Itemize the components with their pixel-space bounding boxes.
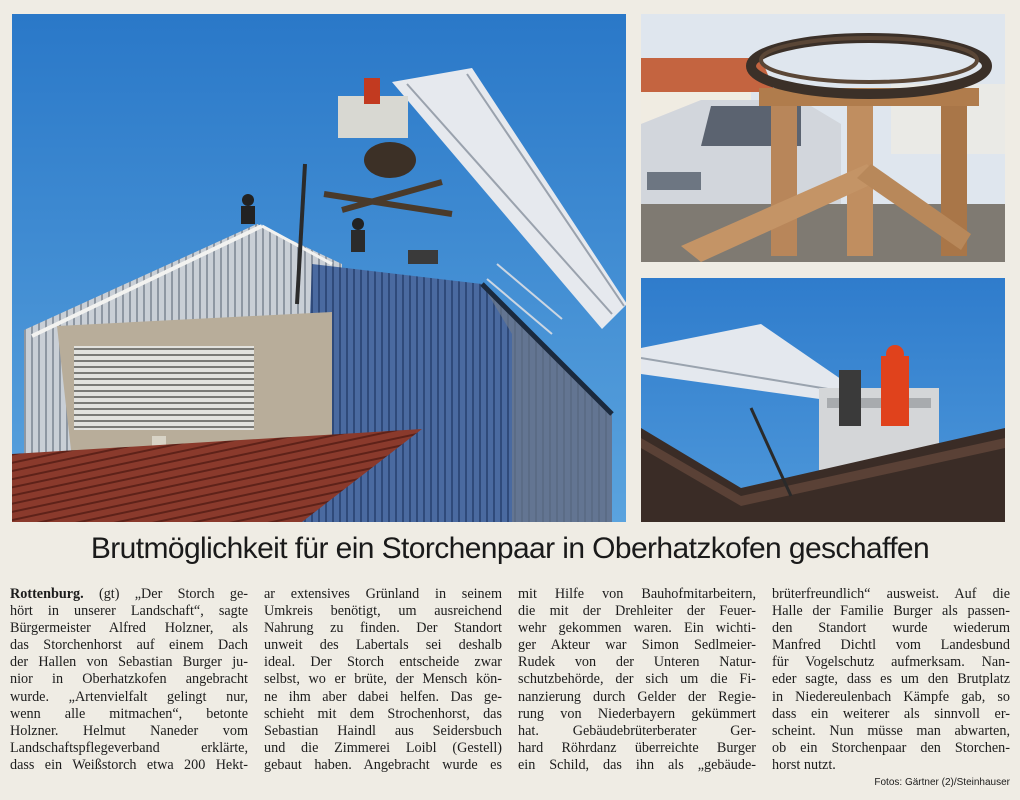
article-line: gebaut haben. Angebracht wurde es xyxy=(264,756,502,773)
article-line: hört in unserer Landschaft“, sagte xyxy=(10,603,248,620)
article-line: unweit des Labertals sei deshalb xyxy=(264,637,502,654)
photo-credit: Fotos: Gärtner (2)/Steinhauser xyxy=(874,777,1010,788)
article-line: wehr gekommen waren. Ein wichti- xyxy=(518,620,756,637)
article-line: Halle der Familie Burger als passen- xyxy=(772,603,1010,620)
article-line: für Vogelschutz aufmerksam. Nan- xyxy=(772,654,1010,671)
article-line: ob ein Storchenpaar den Storchen- xyxy=(772,739,1010,756)
article-line: scheint. Nun müsse man abwarten, xyxy=(772,722,1010,739)
article-line: ar extensives Grünland in seinem xyxy=(264,586,502,602)
article-line: Rottenburg. (gt) „Der Storch ge- xyxy=(10,586,248,602)
article-line: wurde. „Artenvielfalt gelingt nur, xyxy=(10,688,248,705)
article-line: dass ein Weißstorch etwa 200 Hekt- xyxy=(10,756,248,773)
article-line: rung von Niederbayern gekümmert xyxy=(518,705,756,722)
article-line: schutzbehörde, der sich um die Fi- xyxy=(518,671,756,688)
article-body xyxy=(10,586,1010,794)
article-column-2 xyxy=(264,586,502,774)
article-line: die mit der Drehleiter der Feuer- xyxy=(518,603,756,620)
article-line: Bürgermeister Alfred Holzner, als xyxy=(10,620,248,637)
article-line: eder sagte, dass es um den Brutplatz xyxy=(772,671,1010,688)
photo-ladder-basket xyxy=(641,278,1005,522)
article-line: das Storchenhorst auf einem Dach xyxy=(10,637,248,654)
article-line: wenn alle mitmachen“, betonte xyxy=(10,705,248,722)
article-line: ger Akteur war Simon Sedlmeier- xyxy=(518,637,756,654)
article-line: den Standort wurde wiederum xyxy=(772,620,1010,637)
article-line: in Niedereulenbach Kämpfe gab, so xyxy=(772,688,1010,705)
photo-nest-frame xyxy=(641,14,1005,262)
article-line: und die Zimmerei Loibl (Gestell) xyxy=(264,739,502,756)
article-line: Sebastian Haindl aus Seidersbuch xyxy=(264,722,502,739)
article-column-1 xyxy=(10,586,248,774)
article-line: Rudek von der Unteren Natur- xyxy=(518,654,756,671)
article-line: horst nutzt. xyxy=(772,756,836,773)
article-line: brüterfreundlich“ ausweist. Auf die xyxy=(772,586,1010,602)
article-line: nior in Oberhatzkofen angebracht xyxy=(10,671,248,688)
dateline-place: Rottenburg. xyxy=(10,586,84,602)
article-line: dass ein weiterer als sinnvoll er- xyxy=(772,705,1010,722)
article-line: Umkreis benötigt, um ausreichend xyxy=(264,603,502,620)
article-column-3 xyxy=(518,586,756,774)
article-line: Nahrung zu finden. Der Standort xyxy=(264,620,502,637)
article-line: der Hallen von Sebastian Burger ju- xyxy=(10,654,248,671)
article-line: nanzierung durch Gelder der Regie- xyxy=(518,688,756,705)
article-line: selbst, wo er brüte, der Mensch kön- xyxy=(264,671,502,688)
article-line: mit Hilfe von Bauhofmitarbeitern, xyxy=(518,586,756,602)
article-line: ein Schild, das ihn als „gebäude- xyxy=(518,756,756,773)
article-column-4 xyxy=(772,586,1010,774)
article-line: schieht mit dem Strochenhorst, das xyxy=(264,705,502,722)
article-line: Landschaftspflegeverband erklärte, xyxy=(10,739,248,756)
article-line: hat. Gebäudebrüterberater Ger- xyxy=(518,722,756,739)
article-line: Manfred Dichtl vom Landesbund xyxy=(772,637,1010,654)
article-line: Holzner. Helmut Naneder vom xyxy=(10,722,248,739)
article-line: ne ihm aber dabei helfen. Das ge- xyxy=(264,688,502,705)
article-headline: Brutmöglichkeit für ein Storchenpaar in Oberhatzkofen geschaffen xyxy=(90,532,930,565)
article-line: ideal. Der Storch entscheide zwar xyxy=(264,654,502,671)
photo-nest-installation xyxy=(12,14,626,522)
article-line: hard Röhrdanz überreichte Burger xyxy=(518,739,756,756)
